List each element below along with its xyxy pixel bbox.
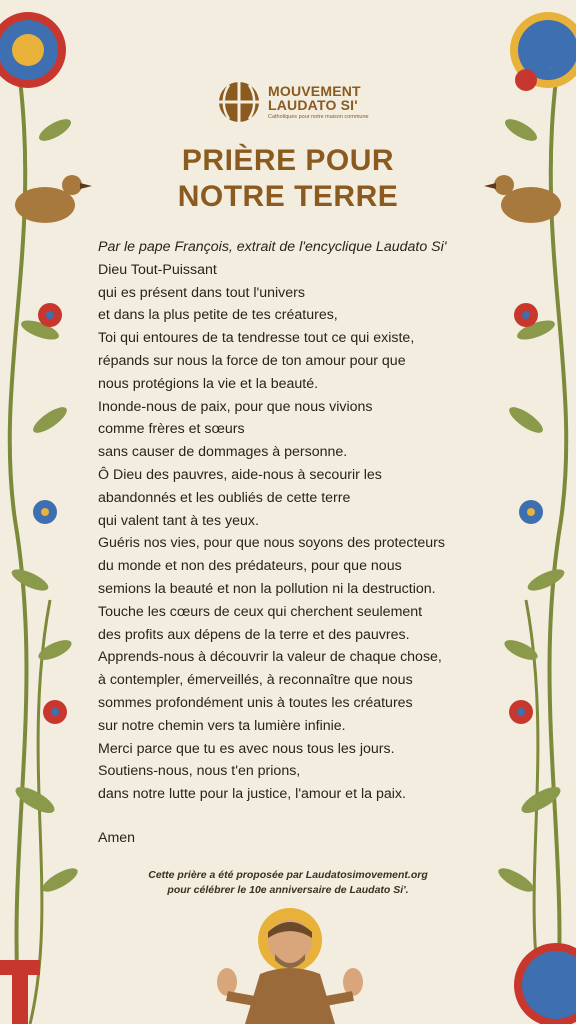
prayer-line: abandonnés et les oubliés de cette terre (98, 489, 351, 506)
prayer-line: sur notre chemin vers ta lumière infinie. (98, 717, 346, 734)
prayer-line: sans causer de dommages à personne. (98, 444, 348, 461)
hand-icon (343, 968, 363, 996)
logo-line2: LAUDATO SI' (268, 96, 358, 113)
logo-line1: MOUVEMENT (268, 82, 361, 99)
hand-icon (217, 968, 237, 996)
prayer-line: Inonde-nous de paix, pour que nous vivions (98, 398, 373, 415)
prayer-line: comme frères et sœurs (98, 421, 245, 438)
prayer-line: Dieu Tout-Puissant (98, 261, 217, 278)
prayer-line: qui es présent dans tout l'univers (98, 284, 305, 301)
prayer-line: dans notre lutte pour la justice, l'amour et la paix. (98, 786, 406, 803)
red-flower-icon (515, 69, 537, 91)
footer-note (0, 868, 576, 898)
globe-icon (218, 81, 260, 123)
illuminated-letter-icon (0, 960, 40, 1024)
prayer-line: Toi qui entoures de ta tendresse tout ce qui existe, (98, 330, 415, 347)
prayer-line: nous protégions la vie et la beauté. (98, 375, 319, 392)
prayer-line: Ô Dieu des pauvres, aide-nous à secourir les (98, 466, 382, 483)
saint-francis-illustration (205, 902, 375, 1024)
prayer-line: Merci parce que tu es avec nous tous les jours. (98, 740, 395, 757)
prayer-line: des profits aux dépens de la terre et des pauvres. (98, 626, 410, 643)
title-line2: NOTRE TERRE (177, 180, 399, 213)
prayer-line: Guéris nos vies, pour que nous soyons des protecteurs (98, 535, 445, 552)
prayer-line: répands sur nous la force de ton amour pour que (98, 352, 406, 369)
footer-line1: Cette prière a été proposée par Laudatosimovement.org (148, 869, 428, 881)
prayer-attribution: Par le pape François, extrait de l'encyclique Laudato Si' (98, 239, 447, 255)
amen: Amen (98, 830, 136, 846)
title-line1: PRIÈRE POUR (181, 144, 395, 177)
prayer-line: semions la beauté et non la pollution ni la destruction. (98, 580, 436, 597)
prayer-line: qui valent tant à tes yeux. (98, 512, 259, 529)
prayer-line: à contempler, émerveillés, à reconnaître que nous (98, 672, 413, 689)
prayer-line: Soutiens-nous, nous t'en prions, (98, 763, 301, 780)
footer-line2: pour célébrer le 10e anniversaire de Laudato Si'. (167, 884, 409, 896)
prayer-line: Touche les cœurs de ceux qui cherchent seulement (98, 603, 423, 620)
logo-tagline: Catholiques pour notre maison commune (268, 113, 369, 120)
page-title (0, 143, 576, 215)
prayer-text (98, 236, 488, 806)
prayer-line: du monde et non des prédateurs, pour que nous (98, 558, 402, 575)
prayer-line: sommes profondément unis à toutes les créatures (98, 694, 413, 711)
logo (218, 80, 369, 124)
prayer-line: et dans la plus petite de tes créatures, (98, 307, 338, 324)
prayer-line: Apprends-nous à découvrir la valeur de chaque chose, (98, 649, 442, 666)
